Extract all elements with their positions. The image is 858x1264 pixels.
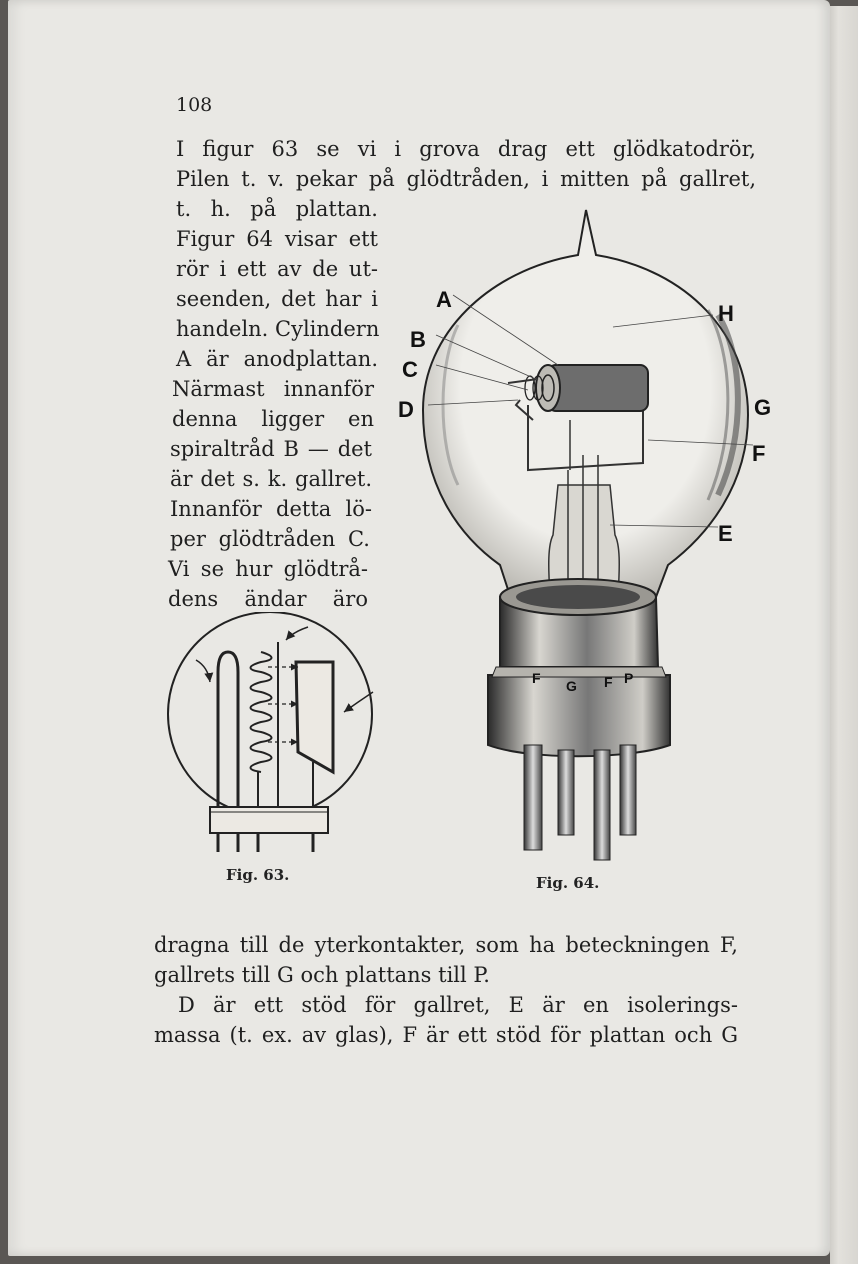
paragraph-1-line-1: I figur 63 se vi i grova drag ett glödkatodrör, [176,137,756,161]
left-column-line-3: seenden, det har i [176,287,378,311]
left-column-line-10: Innanför detta lö- [170,497,372,521]
figure-64-caption: Fig. 64. [536,874,600,892]
paragraph-1-line-3: t. h. på plattan. [176,197,378,221]
label-f: F [752,441,766,466]
left-column-line-6: Närmast innanför [172,377,374,401]
left-column-line-5: A är anodplattan. [176,347,378,371]
label-d: D [398,397,414,422]
paragraph-2-line-1: dragna till de yterkontakter, som ha beteckningen F, [154,933,738,957]
left-column-line-9: är det s. k. gallret. [170,467,372,491]
left-column-line-12: Vi se hur glödtrå- [168,557,368,581]
pin-label-g: G [566,678,577,694]
pin-label-f2: F [604,674,613,690]
book-page [8,0,830,1256]
figure-63 [158,612,378,862]
label-a: A [436,287,452,312]
label-g: G [754,395,772,420]
paragraph-2-line-2: gallrets till G och plattans till P. [154,963,490,987]
left-column-line-1: Figur 64 visar ett [176,227,378,251]
next-page-edge [830,6,858,1264]
figure-63-caption: Fig. 63. [226,866,290,884]
label-h: H [718,301,734,326]
left-column-line-8: spiraltråd B — det [170,437,372,461]
page-number: 108 [176,94,213,116]
pin-label-f: F [532,670,541,686]
figure-64 [388,205,788,870]
left-column-line-7: denna ligger en [172,407,374,431]
label-c: C [402,357,418,382]
paragraph-2-line-4: massa (t. ex. av glas), F är ett stöd för plattan och G [154,1023,738,1047]
label-e: E [718,521,733,546]
paragraph-1-line-2: Pilen t. v. pekar på glödtråden, i mitten på gallret, [176,167,756,191]
left-column-line-2: rör i ett av de ut- [176,257,378,281]
left-column-line-4: handeln. Cylindern [176,317,380,341]
paragraph-2-line-3: D är ett stöd för gallret, E är en isolerings- [178,993,738,1017]
pin-label-p: P [624,670,634,686]
left-column-line-13: dens ändar äro [168,587,368,611]
left-column-line-11: per glödtråden C. [170,527,370,551]
label-b: B [410,327,426,352]
